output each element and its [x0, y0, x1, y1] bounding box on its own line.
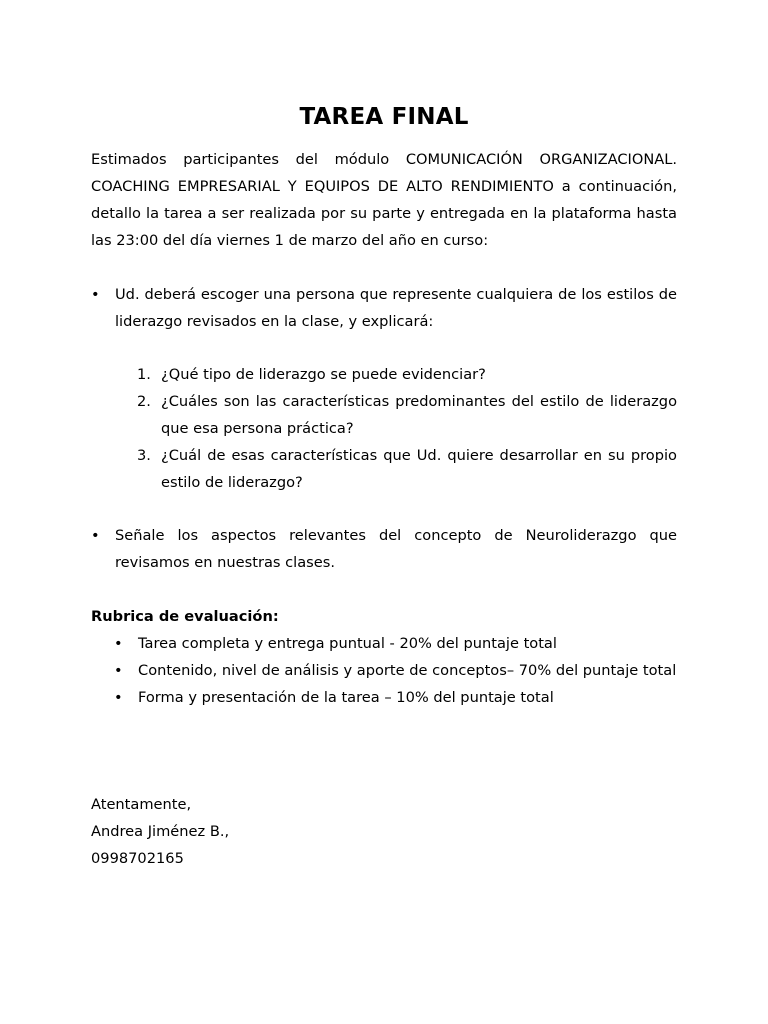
- bullet-icon: •: [114, 689, 123, 706]
- list-number: 2.: [137, 393, 151, 410]
- bullet-item-task: [91, 281, 677, 335]
- bullet-icon: •: [91, 527, 100, 544]
- list-item-text: Tarea completa y entrega puntual - 20% del puntaje total: [138, 635, 557, 652]
- bullet-item-neuroliderazgo: [91, 522, 677, 576]
- bullet-icon: •: [114, 635, 123, 652]
- list-item: [137, 388, 677, 442]
- list-number: 3.: [137, 447, 151, 464]
- list-item: [137, 442, 677, 496]
- questions-list: [137, 361, 677, 496]
- bullet-icon: •: [114, 662, 123, 679]
- phone-number: 0998702165: [91, 850, 184, 867]
- list-item: [114, 630, 677, 657]
- bullet-text: Ud. deberá escoger una persona que represente cualquiera de los estilos de liderazgo revisados en la clase, y explicará:: [115, 286, 677, 330]
- list-item-text: ¿Qué tipo de liderazgo se puede evidenciar?: [161, 366, 486, 383]
- list-number: 1.: [137, 366, 151, 383]
- bullet-icon: •: [91, 286, 100, 303]
- rubric-list: [114, 630, 677, 711]
- list-item-text: ¿Cuál de esas características que Ud. quiere desarrollar en su propio estilo de liderazgo?: [161, 447, 677, 491]
- rubric-heading: Rubrica de evaluación:: [91, 608, 279, 625]
- signature-block: [91, 791, 229, 872]
- closing-text: Atentamente,: [91, 796, 192, 813]
- list-item: [114, 684, 677, 711]
- document-title: TAREA FINAL: [299, 104, 469, 130]
- bullet-text: Señale los aspectos relevantes del concepto de Neuroliderazgo que revisamos en nuestras clases.: [115, 527, 677, 571]
- list-item: [114, 657, 677, 684]
- list-item: [137, 361, 677, 388]
- list-item-text: Forma y presentación de la tarea – 10% del puntaje total: [138, 689, 554, 706]
- list-item-text: Contenido, nivel de análisis y aporte de conceptos– 70% del puntaje total: [138, 662, 677, 679]
- list-item-text: ¿Cuáles son las características predominantes del estilo de liderazgo que esa persona práctica?: [161, 393, 677, 437]
- author-name: Andrea Jiménez B.,: [91, 823, 230, 840]
- intro-paragraph: Estimados participantes del módulo COMUNICACIÓN ORGANIZACIONAL. COACHING EMPRESARIAL Y EQUIPOS DE ALTO RENDIMIENTO a continuación, detallo la tarea a ser realizada por su parte y entregada en la plataforma hasta las 23:00 del día viernes 1 de marzo del año en curso:: [91, 151, 677, 249]
